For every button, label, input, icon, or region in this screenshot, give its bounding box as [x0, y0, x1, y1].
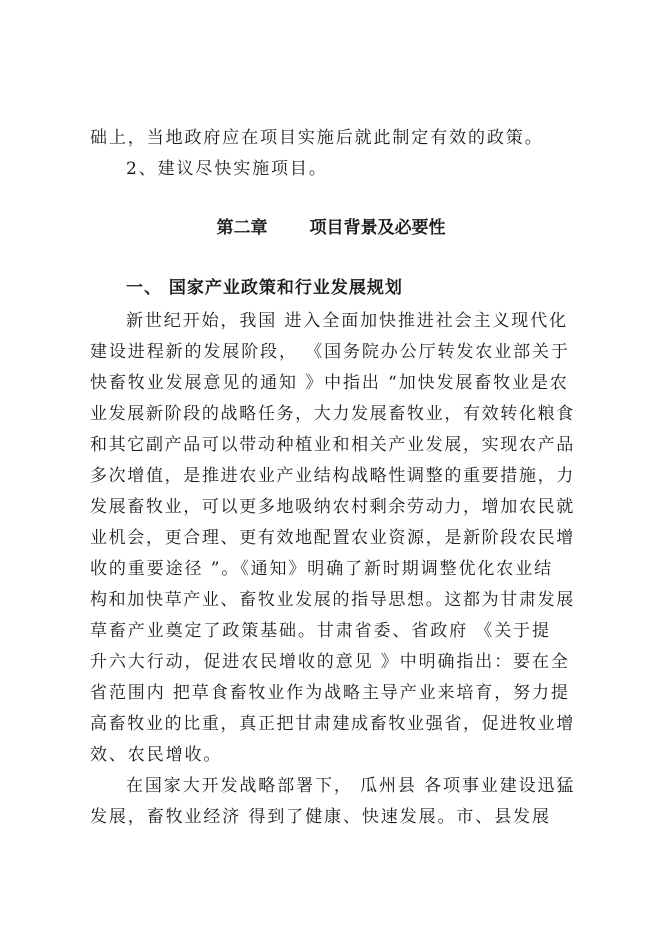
paragraph-line: 省范围内 把草食畜牧业作为战略主导产业来培育，努力提: [90, 683, 570, 703]
chapter-number: 第二章: [216, 218, 268, 238]
paragraph-line: 新世纪开始，我国 进入全面加快推进社会主义现代化: [126, 311, 569, 331]
paragraph-line: 和其它副产品可以带动种植业和相关产业发展，实现农产品: [90, 435, 575, 455]
paragraph-line: 草畜产业奠定了政策基础。甘肃省委、省政府 《关于提: [90, 621, 551, 641]
paragraph-line: 构和加快草产业、畜牧业发展的指导思想。这都为甘肃发展: [90, 590, 575, 610]
paragraph-line: 高畜牧业的比重，真正把甘肃建成畜牧业强省，促进牧业增: [90, 714, 575, 734]
paragraph-line: 效、农民增收。: [90, 745, 223, 765]
paragraph-line: 业机会，更合理、更有效地配置农业资源，是新阶段农民增: [90, 528, 575, 548]
section-heading: 一、 国家产业政策和行业发展规划: [126, 278, 403, 298]
paragraph-line: 建设进程新的发展阶段， 《国务院办公厅转发农业部关于: [90, 342, 570, 362]
chapter-title: [0, 215, 662, 241]
carryover-line: 础上，当地政府应在项目实施后就此制定有效的政策。: [90, 128, 544, 148]
chapter-name: 项目背景及必要性: [309, 218, 446, 238]
recommendation-line: 2、建议尽快实施项目。: [126, 159, 328, 179]
paragraph-line: 快畜牧业发展意见的通知 》中指出 “加快发展畜牧业是农: [90, 373, 569, 393]
paragraph-line: 升六大行动，促进农民增收的意见 》中明确指出：要在全: [90, 652, 570, 672]
paragraph-line: 发展，畜牧业经济 得到了健康、快速发展。市、县发展: [90, 807, 551, 827]
paragraph-line: 业发展新阶段的战略任务，大力发展畜牧业，有效转化粮食: [90, 404, 575, 424]
paragraph-line: 多次增值，是推进农业产业结构战略性调整的重要措施，力: [90, 466, 575, 486]
paragraph-line: 收的重要途径 ”。《通知》明确了新时期调整优化农业结: [90, 559, 553, 579]
paragraph-line: 发展畜牧业，可以更多地吸纳农村剩余劳动力，增加农民就: [90, 497, 575, 517]
paragraph-line: 在国家大开发战略部署下， 瓜州县 各项事业建设迅猛: [126, 776, 576, 796]
